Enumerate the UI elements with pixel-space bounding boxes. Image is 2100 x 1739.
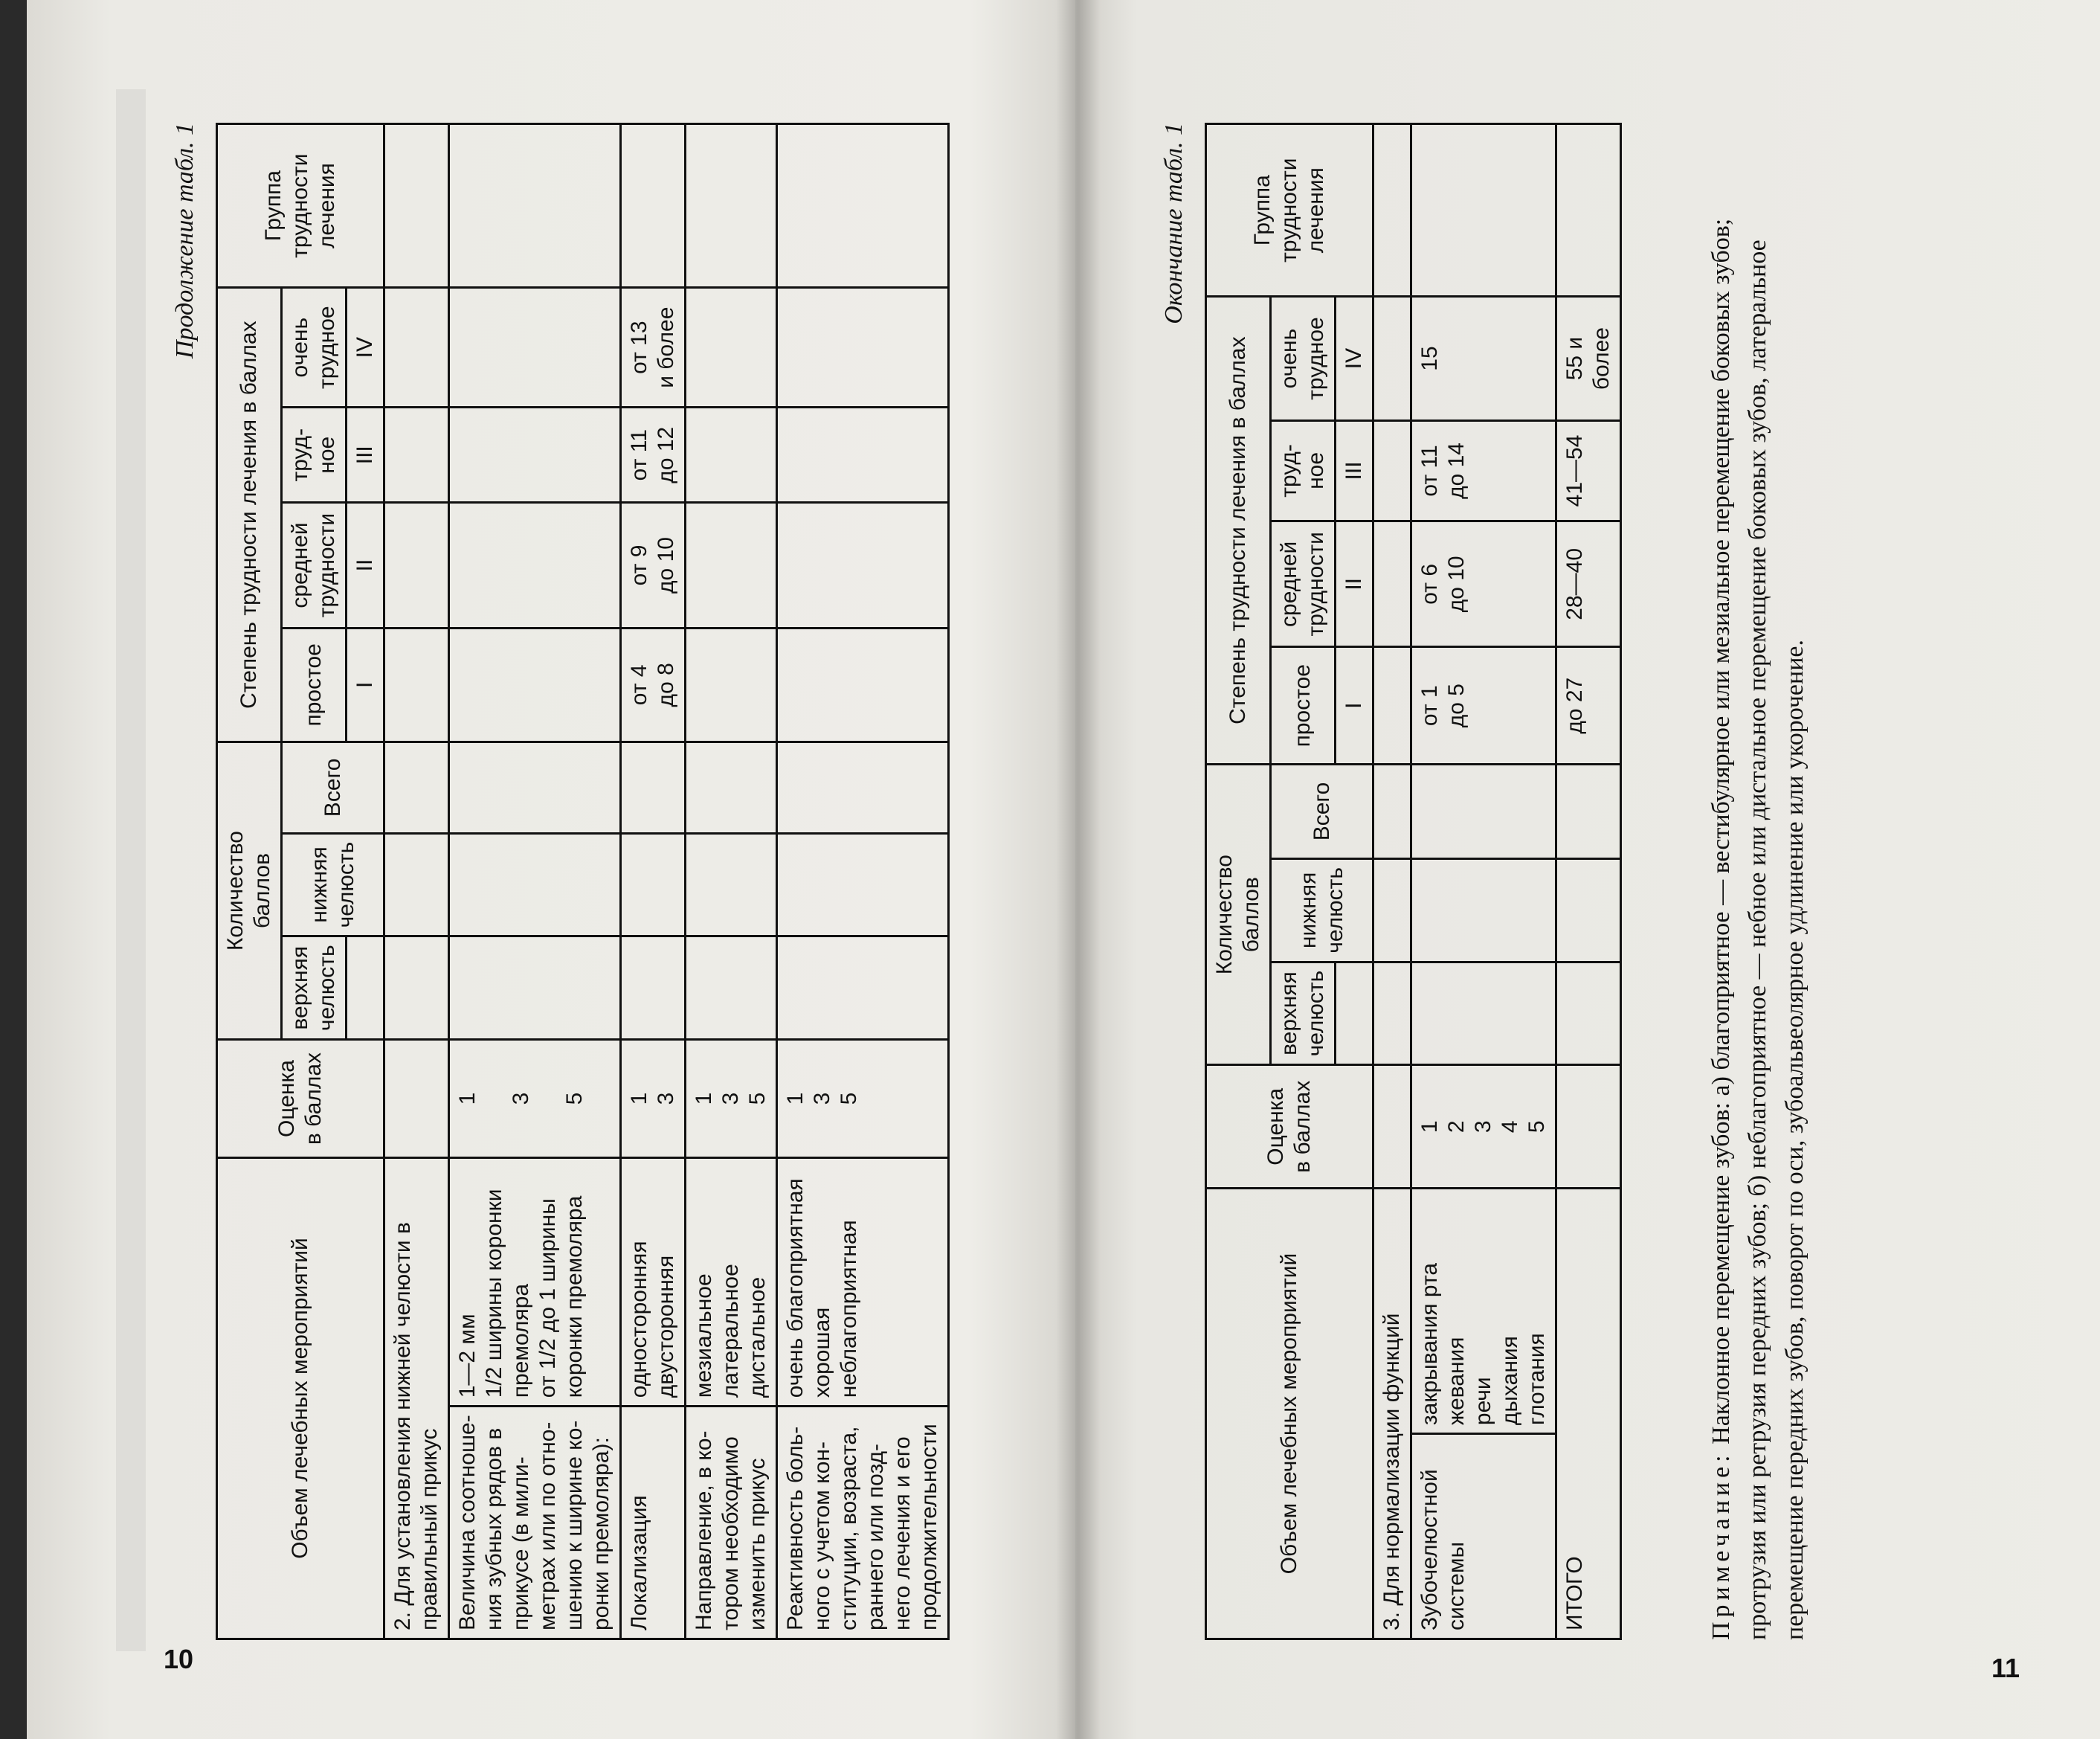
header-blank [347, 936, 384, 1040]
header-measures: Объем лечебных мероприятий [217, 1157, 384, 1639]
header-lower: нижняя челюсть [282, 833, 384, 936]
right-table-block [1160, 123, 1740, 1640]
row-items: 1—2 мм 1/2 ширины коронки премоляра от 1/2 до 1 ширины коронки премоляра [449, 1157, 621, 1406]
total-row [1556, 124, 1621, 1639]
degree-simple-value: от 4 до 8 [621, 628, 686, 742]
header-medium: средней трудности [1271, 521, 1336, 647]
header-lower: нижняя челюсть [1271, 859, 1373, 962]
table-row [621, 124, 686, 1639]
section-3-title: 3. Для нормализации функций [1373, 1189, 1411, 1639]
header-hard: труд- ное [1271, 420, 1336, 521]
roman-1: I [1336, 647, 1373, 764]
row-items: очень благоприятная хорошая неблагоприятная [777, 1157, 949, 1406]
table-row [686, 124, 777, 1639]
total-simple: до 27 [1556, 647, 1621, 764]
degree-hard-value: от 11 до 14 [1411, 420, 1556, 521]
degree-medium-value: от 6 до 10 [1411, 521, 1556, 647]
total-label: ИТОГО [1556, 1189, 1621, 1639]
header-points: Количество баллов [1206, 764, 1271, 1065]
header-very-hard: очень трудное [1271, 297, 1336, 420]
row-label: Зубочелюстной системы [1411, 1434, 1556, 1639]
degree-simple-value: от 1 до 5 [1411, 647, 1556, 764]
header-simple: простое [282, 628, 347, 742]
table-caption: Продолжение табл. 1 [171, 123, 199, 359]
note-label: Примечание: [1707, 1450, 1735, 1640]
section-2-title: 2. Для установления нижней челюсти в правильный прикус [384, 1157, 449, 1639]
row-label: Локализация [621, 1407, 686, 1639]
row-scores: 1 3 5 [777, 1040, 949, 1158]
roman-4: IV [1336, 297, 1373, 420]
row-scores: 1 3 [621, 1040, 686, 1158]
row-items: закрывания рта жевания речи дыхания глотания [1411, 1189, 1556, 1434]
row-label: Направление, в ко- тором необходимо изменить прикус [686, 1407, 777, 1639]
row-items: мезиальное латеральное дистальное [686, 1157, 777, 1406]
header-degree: Степень трудности лечения в баллах [1206, 297, 1271, 765]
roman-2: II [347, 503, 384, 628]
roman-2: II [1336, 521, 1373, 647]
degree-very-hard-value: 15 [1411, 297, 1556, 420]
header-simple: простое [1271, 647, 1336, 764]
degree-very-hard-value: от 13 и более [621, 288, 686, 408]
treatment-table-continued [216, 123, 950, 1640]
page-number-right: 11 [1991, 1653, 2020, 1683]
header-score: Оценка в баллах [1206, 1065, 1373, 1189]
row-label: Реактивность боль- ного с учетом кон- ституции, возраста, раннего или позд- него лечения и его продолжительности [777, 1407, 949, 1639]
table-row [1411, 124, 1556, 1639]
footnote [1703, 123, 1813, 1640]
header-total: Всего [1271, 764, 1373, 858]
roman-1: I [347, 628, 384, 742]
row-label: Величина соотноше- ния зубных рядов в прикусе (в мили- метрах или по отно- шению к ширине ко- ронки премоляра): [449, 1407, 621, 1639]
left-table-block [171, 123, 1034, 1640]
table-caption: Окончание табл. 1 [1160, 123, 1188, 324]
header-total: Всего [282, 742, 384, 834]
header-measures: Объем лечебных мероприятий [1206, 1189, 1373, 1639]
total-hard: 41—54 [1556, 420, 1621, 521]
header-very-hard: очень трудное [282, 288, 347, 408]
header-group: Группа трудности лечения [217, 124, 384, 288]
row-scores: 1 3 5 [686, 1040, 777, 1158]
degree-medium-value: от 9 до 10 [621, 503, 686, 628]
row-scores: 1 2 3 4 5 [1411, 1065, 1556, 1189]
header-points: Количество баллов [217, 742, 282, 1040]
header-score: Оценка в баллах [217, 1040, 384, 1158]
header-degree: Степень трудности лечения в баллах [217, 288, 282, 742]
treatment-table-end [1205, 123, 1622, 1640]
total-very-hard: 55 и более [1556, 297, 1621, 420]
note-text: Наклонное перемещение зубов: а) благоприятное — вестибулярное или мезиальное перемещение боковых зубов; протрузия или ретрузия передних зубов; б) неблагоприятное — небное или дистальное перемещение боковых зубов, латеральное перемещение передних зубов, поворот по оси, зубоальвеолярное удлинение или укорочение. [1707, 218, 1808, 1640]
header-group: Группа трудности лечения [1206, 124, 1373, 297]
header-hard: труд- ное [282, 408, 347, 503]
header-medium: средней трудности [282, 503, 347, 628]
table-row [777, 124, 949, 1639]
roman-4: IV [347, 288, 384, 408]
row-scores: 1 3 5 [449, 1040, 621, 1158]
roman-3: III [1336, 420, 1373, 521]
roman-3: III [347, 408, 384, 503]
total-medium: 28—40 [1556, 521, 1621, 647]
header-upper: верхняя челюсть [1271, 962, 1336, 1065]
gutter-shadow [1056, 0, 1101, 1739]
header-upper: верхняя челюсть [282, 936, 347, 1040]
table-row [449, 124, 621, 1639]
row-items: односторонняя двусторонняя [621, 1157, 686, 1406]
page-number-left: 10 [164, 1644, 194, 1674]
header-blank [1336, 962, 1373, 1065]
degree-hard-value: от 11 до 12 [621, 408, 686, 503]
